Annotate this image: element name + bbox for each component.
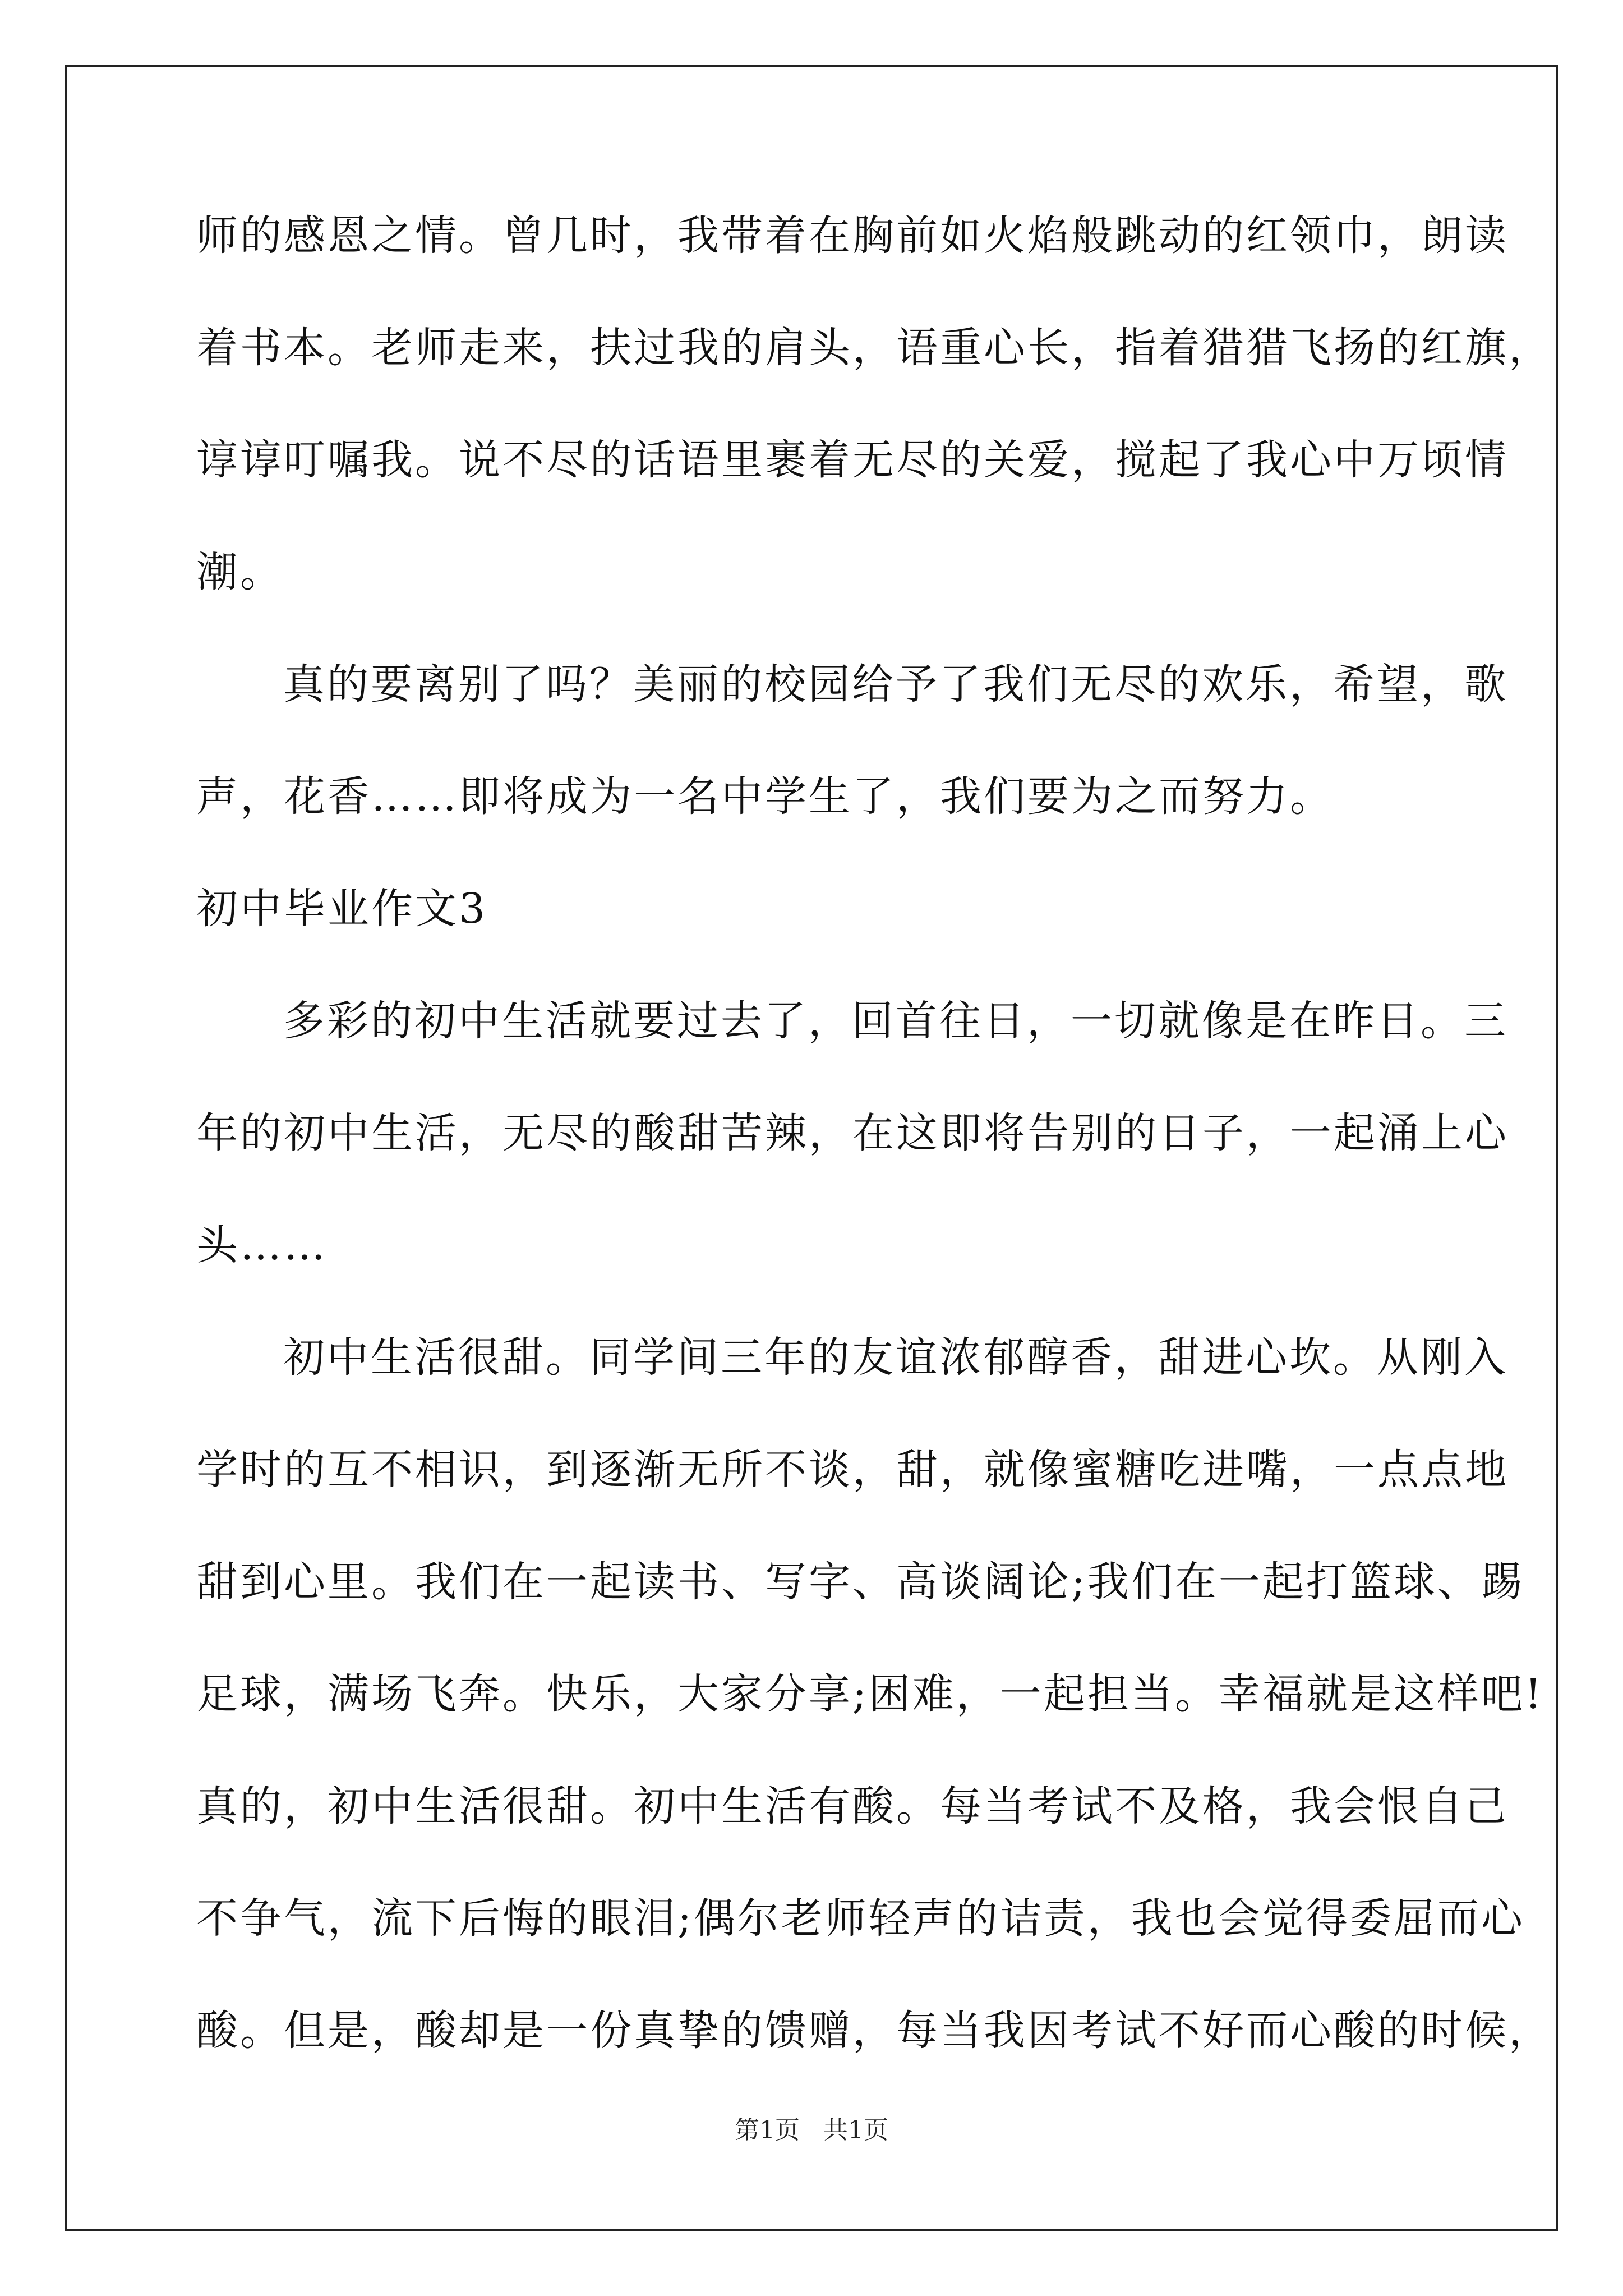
text-line: 年的初中生活，无尽的酸甜苦辣，在这即将告别的日子，一起涌上心 — [196, 1109, 1509, 1157]
text-line: 足球，满场飞奔。快乐，大家分享;困难，一起担当。幸福就是这样吧! — [196, 1670, 1544, 1718]
text-line: 真的要离别了吗？美丽的校园给予了我们无尽的欢乐，希望，歌 — [283, 660, 1508, 708]
text-line: 不争气，流下后悔的眼泪;偶尔老师轻声的诘责，我也会觉得委屈而心 — [196, 1894, 1525, 1943]
text-line: 学时的互不相识，到逐渐无所不谈，甜，就像蜜糖吃进嘴，一点点地 — [196, 1446, 1509, 1494]
text-line: 师的感恩之情。曾几时，我带着在胸前如火焰般跳动的红领巾，朗读 — [196, 211, 1509, 260]
document-body — [196, 208, 1552, 2115]
text-line: 酸。但是，酸却是一份真挚的馈赠，每当我因考试不好而心酸的时候， — [196, 2007, 1552, 2055]
text-line: 真的，初中生活很甜。初中生活有酸。每当考试不及格，我会恨自己 — [196, 1782, 1509, 1830]
text-line: 甜到心里。我们在一起读书、写字、高谈阔论;我们在一起打篮球、踢 — [196, 1558, 1525, 1606]
text-line: 初中生活很甜。同学间三年的友谊浓郁醇香，甜进心坎。从刚入 — [283, 1333, 1508, 1382]
page-total: 共1页 — [823, 2116, 888, 2145]
text-line: 多彩的初中生活就要过去了，回首往日，一切就像是在昨日。三 — [283, 997, 1508, 1045]
text-line: 着书本。老师走来，扶过我的肩头，语重心长，指着猎猎飞扬的红旗， — [196, 324, 1552, 372]
text-line: 潮。 — [196, 548, 284, 596]
text-line: 声，花香……即将成为一名中学生了，我们要为之而努力。 — [196, 772, 1334, 821]
page-number: 第1页 — [735, 2116, 800, 2145]
page-footer — [0, 2116, 1623, 2145]
text-line: 谆谆叮嘱我。说不尽的话语里裹着无尽的关爱，搅起了我心中万顷情 — [196, 436, 1509, 484]
text-line: 头…… — [196, 1221, 328, 1269]
section-heading: 初中毕业作文3 — [196, 885, 488, 933]
